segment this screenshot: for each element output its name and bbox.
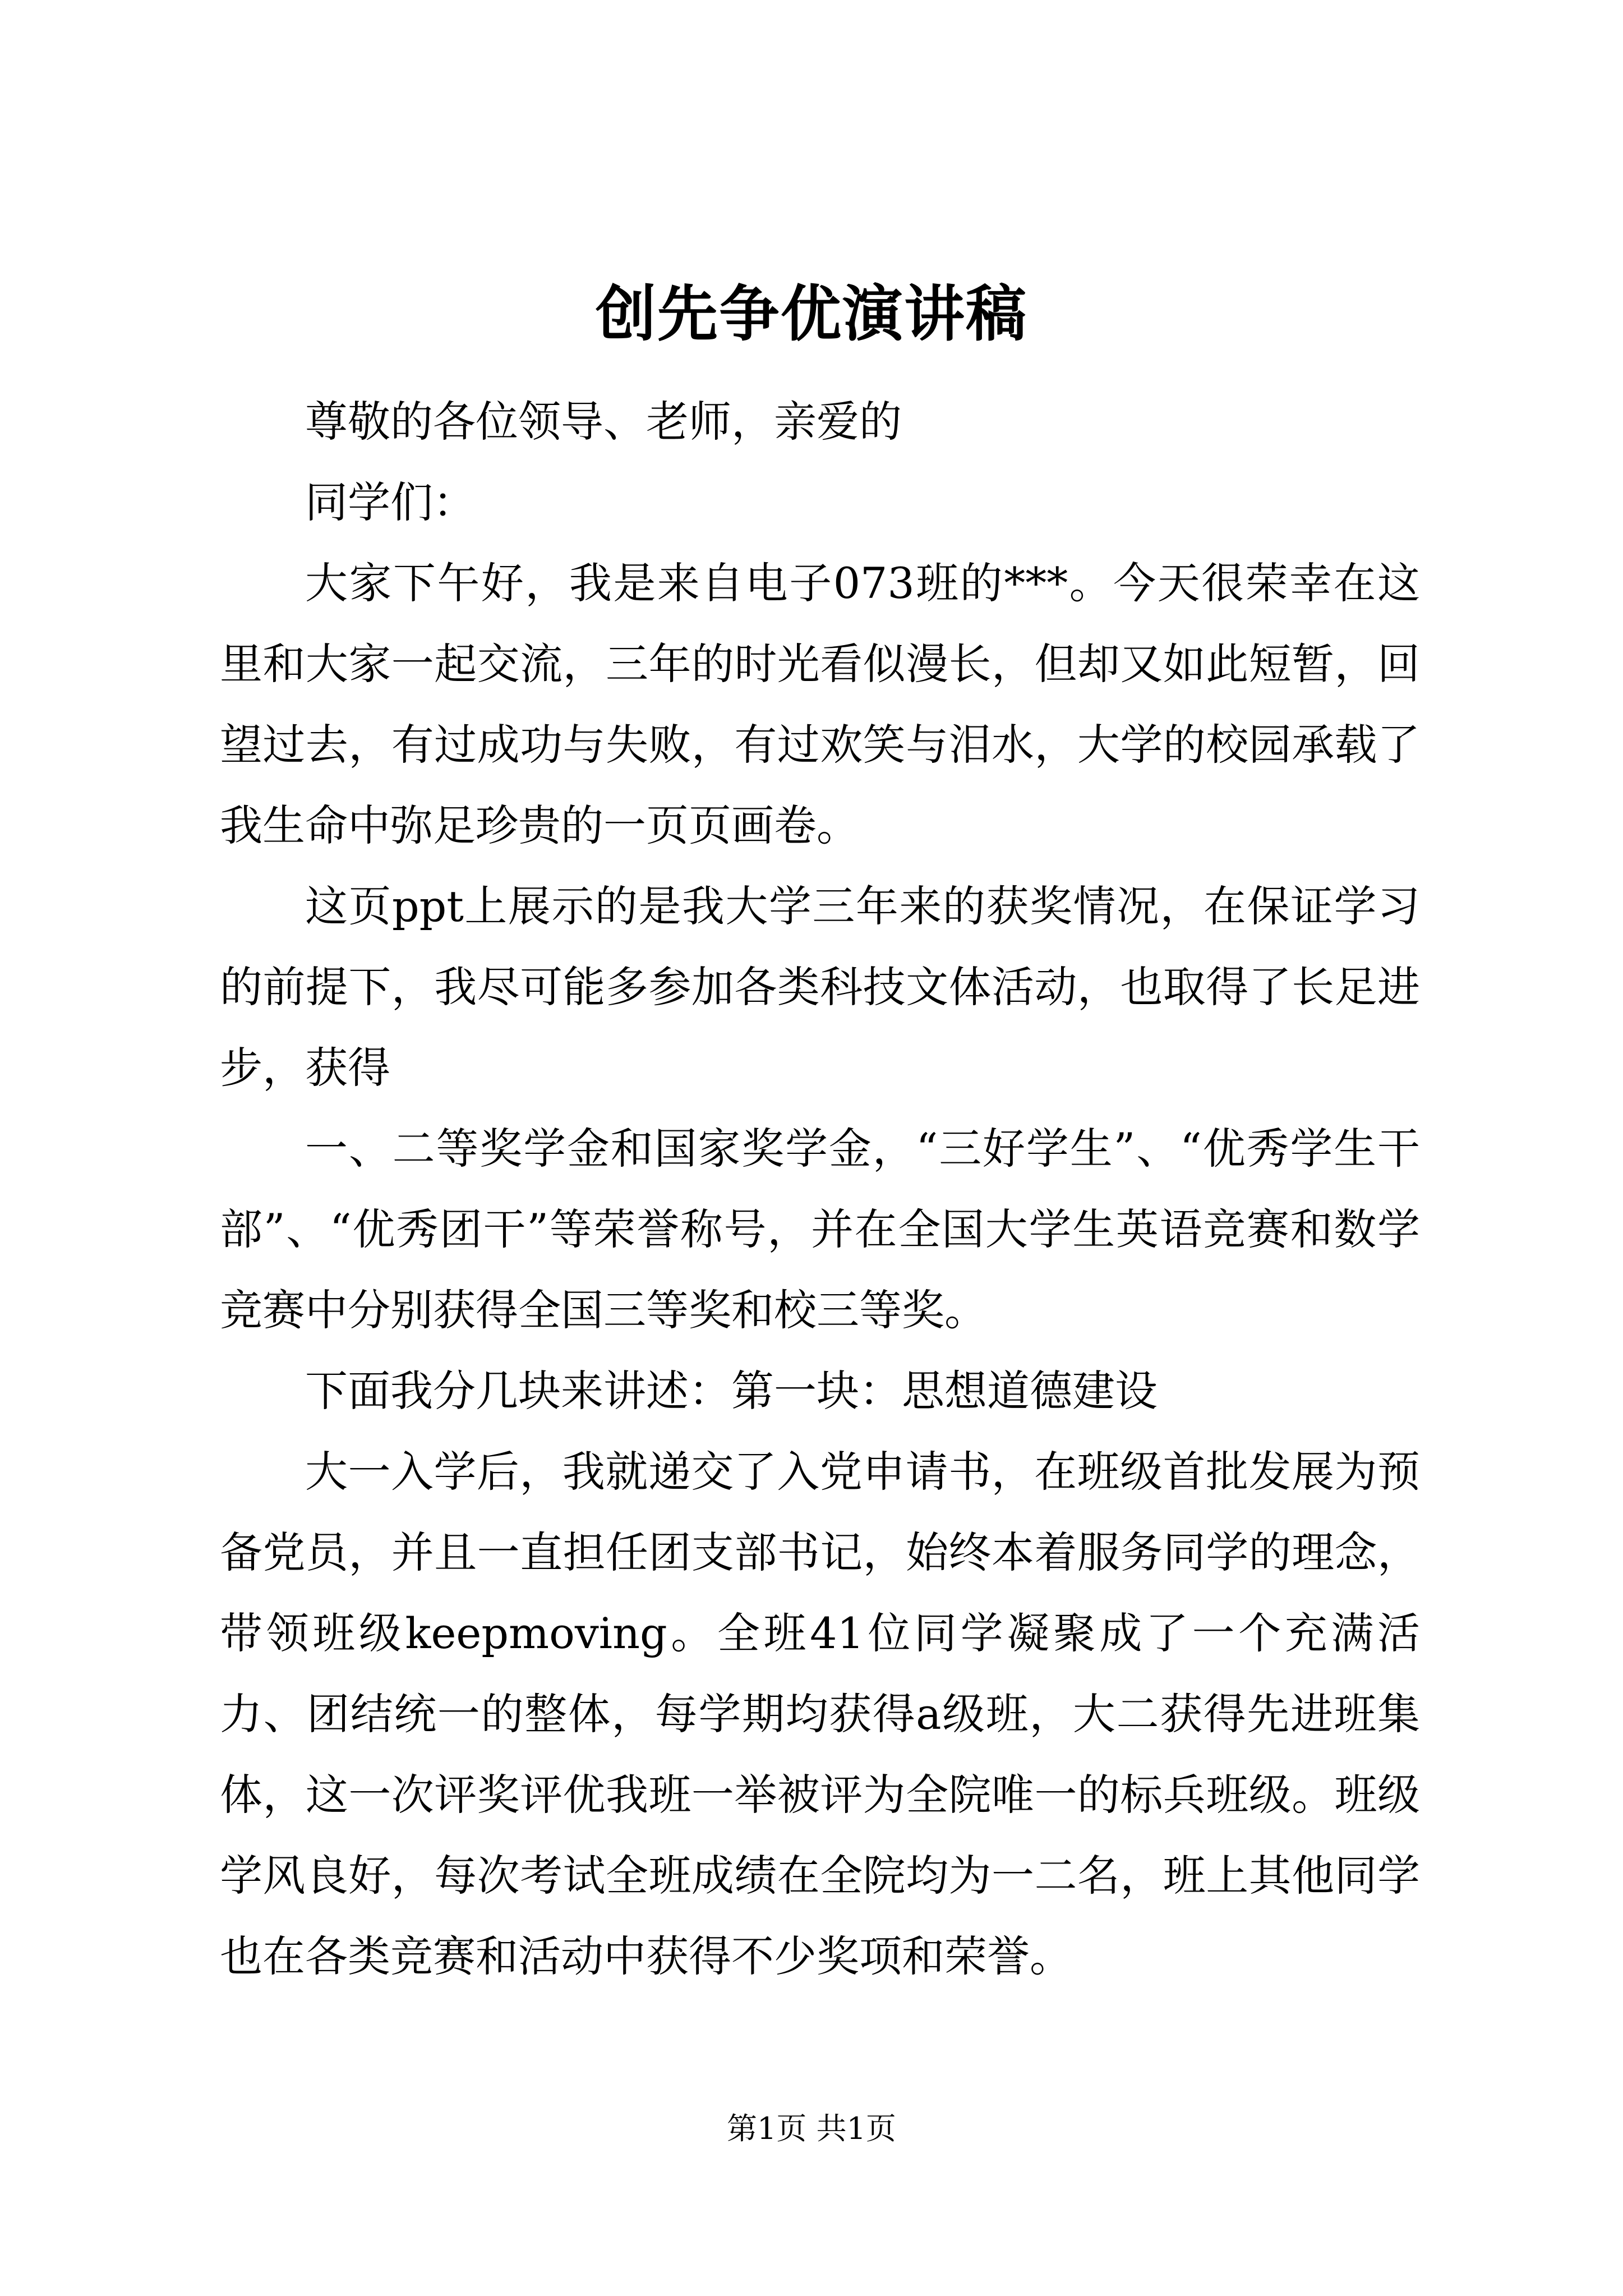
paragraph-section-heading: 下面我分几块来讲述：第一块：思想道德建设 xyxy=(305,1366,1158,1416)
paragraph-introduction: 大家下午好，我是来自电子073班的***。今天很荣幸在这里和大家一起交流，三年的时光看似漫长，但却又如此短暂，回望过去，有过成功与失败，有过欢笑与泪水，大学的校园承载了我生命中弥足珍贵的一页页画卷。 xyxy=(220,558,1420,850)
paragraph-awards-overview: 这页ppt上展示的是我大学三年来的获奖情况，在保证学习的前提下，我尽可能多参加各类科技文体活动，也取得了长足进步，获得 xyxy=(220,881,1420,1093)
page-footer: 第1页 共1页 xyxy=(727,2111,896,2146)
document-body xyxy=(220,381,1420,1997)
document-title: 创先争优演讲稿 xyxy=(595,279,1027,349)
paragraph-salutation: 尊敬的各位领导、老师，亲爱的 xyxy=(305,397,902,447)
paragraph-salutation-continued: 同学们： xyxy=(305,477,476,527)
paragraph-awards-list: 一、二等奖学金和国家奖学金，“三好学生”、“优秀学生干部”、“优秀团干”等荣誉称号，并在全国大学生英语竞赛和数学竞赛中分别获得全国三等奖和校三等奖。 xyxy=(220,1124,1420,1335)
paragraph-moral-development: 大一入学后，我就递交了入党申请书，在班级首批发展为预备党员，并且一直担任团支部书记，始终本着服务同学的理念，带领班级keepmoving。全班41位同学凝聚成了一个充满活力、团结统一的整体，每学期均获得a级班，大二获得先进班集体，这一次评奖评优我班一举被评为全院唯一的标兵班级。班级学风良好，每次考试全班成绩在全院均为一二名，班上其他同学也在各类竞赛和活动中获得不少奖项和荣誉。 xyxy=(220,1447,1420,1981)
